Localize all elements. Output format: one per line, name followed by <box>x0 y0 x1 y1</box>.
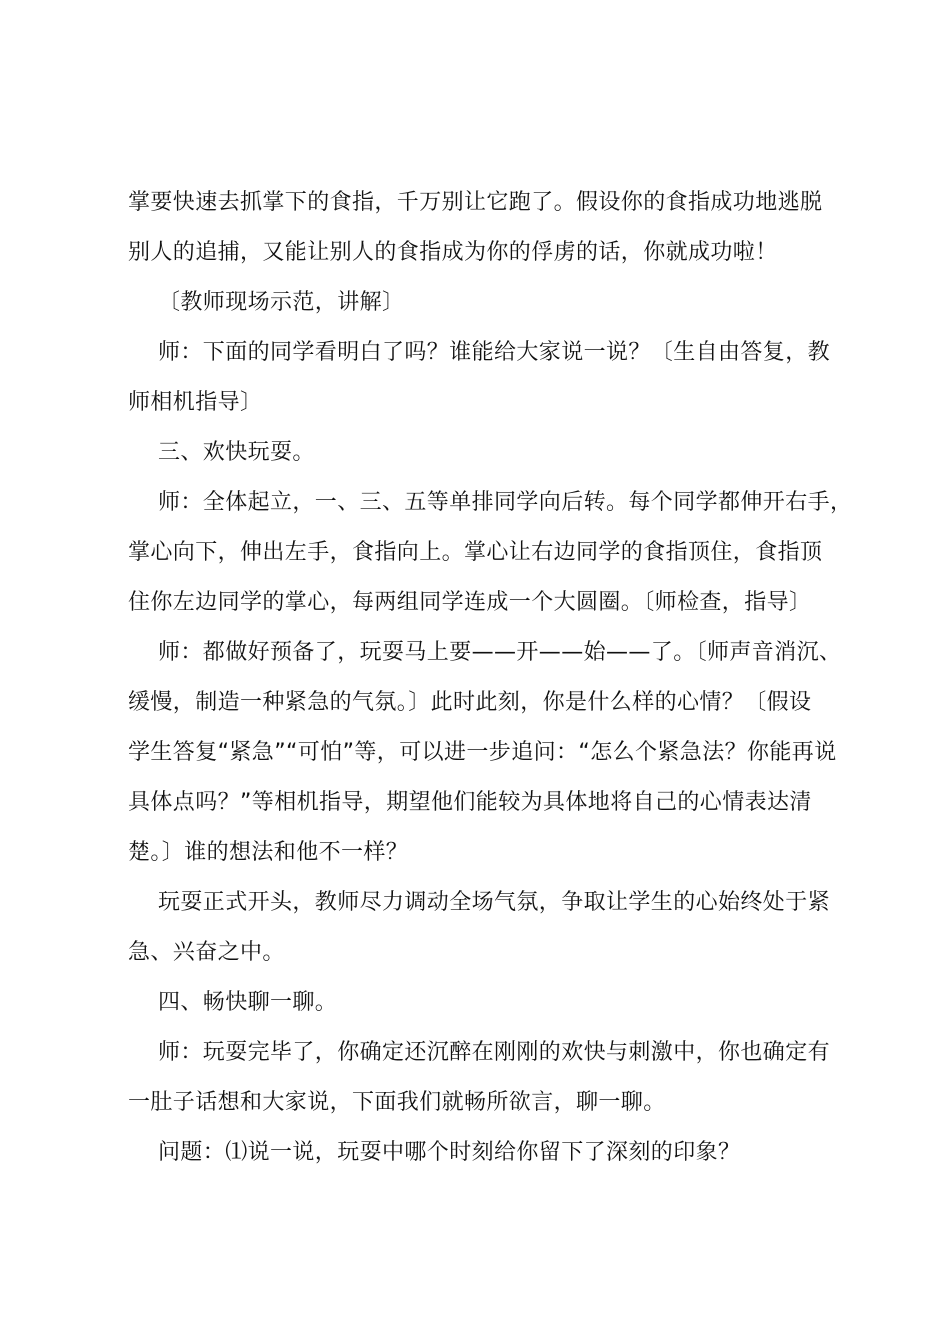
paragraph-line: 别人的追捕，又能让别人的食指成为你的俘虏的话，你就成功啦！ <box>128 240 778 265</box>
paragraph-line: 掌要快速去抓掌下的食指，千万别让它跑了。假设你的食指成功地逃脱 <box>128 190 823 215</box>
paragraph-line: 具体点吗？”等相机指导，期望他们能较为具体地将自己的心情表达清 <box>128 790 812 815</box>
paragraph-line: 急、兴奋之中。 <box>128 940 285 965</box>
paragraph-line: 〔教师现场示范，讲解〕 <box>158 290 405 315</box>
paragraph-line: 师：都做好预备了，玩耍马上要——开——始——了。〔师声音消沉、 <box>158 640 842 665</box>
paragraph-line: 师：全体起立，一、三、五等单排同学向后转。每个同学都伸开右手， <box>158 490 853 515</box>
paragraph-line: 住你左边同学的掌心，每两组同学连成一个大圆圈。〔师检查，指导〕 <box>128 590 812 615</box>
paragraph-line: 师：下面的同学看明白了吗？谁能给大家说一说？〔生自由答复，教 <box>158 340 831 365</box>
paragraph-line: 学生答复“紧急”“可怕”等，可以进一步追问：“怎么个紧急法？你能再说 <box>128 740 837 765</box>
paragraph-line: 一肚子话想和大家说，下面我们就畅所欲言，聊一聊。 <box>128 1090 666 1115</box>
paragraph-line: 玩耍正式开头，教师尽力调动全场气氛，争取让学生的心始终处于紧 <box>158 890 831 915</box>
section-heading: 三、欢快玩耍。 <box>158 440 315 465</box>
document-body <box>128 178 853 1178</box>
paragraph-line: 师相机指导〕 <box>128 390 263 415</box>
paragraph-line: 掌心向下，伸出左手，食指向上。掌心让右边同学的食指顶住，食指顶 <box>128 540 823 565</box>
paragraph-line: 师：玩耍完毕了，你确定还沉醉在刚刚的欢快与刺激中，你也确定有 <box>158 1040 831 1065</box>
section-heading: 四、畅快聊一聊。 <box>158 990 338 1015</box>
paragraph-line: 楚。〕谁的想法和他不一样？ <box>128 840 409 865</box>
paragraph-line: 缓慢，制造一种紧急的气氛。〕此时此刻，你是什么样的心情？〔假设 <box>128 690 812 715</box>
paragraph-line: 问题：⑴说一说，玩耍中哪个时刻给你留下了深刻的印象？ <box>158 1140 741 1165</box>
